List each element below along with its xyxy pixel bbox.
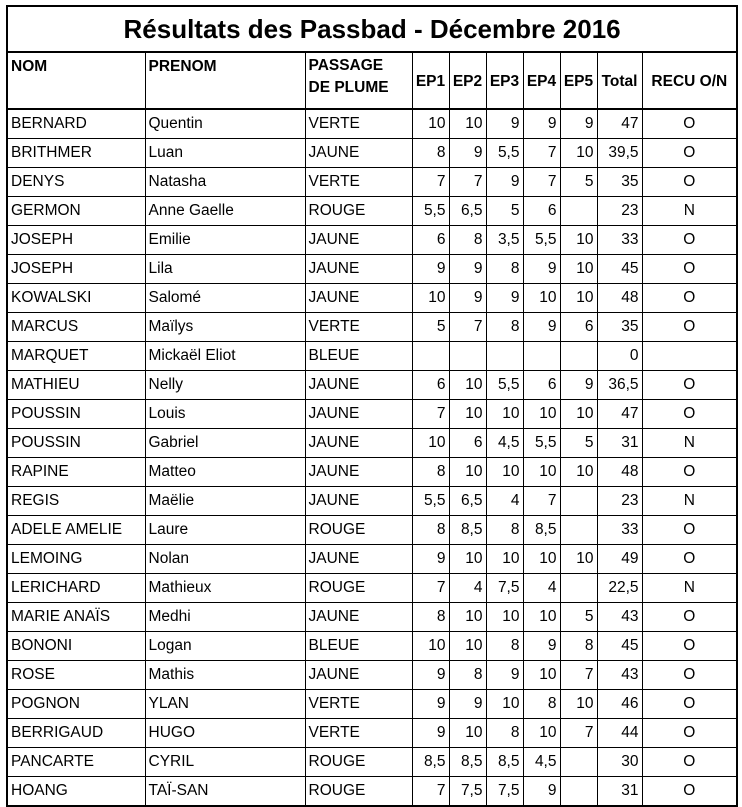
cell-recu: O: [642, 284, 737, 313]
cell-ep1: 6: [412, 371, 449, 400]
cell-nom: GERMON: [7, 197, 145, 226]
cell-nom: ADELE AMELIE: [7, 516, 145, 545]
cell-prenom: Emilie: [145, 226, 305, 255]
cell-plume: VERTE: [305, 313, 412, 342]
cell-prenom: HUGO: [145, 719, 305, 748]
header-passage: [305, 52, 412, 109]
cell-ep3: 8: [486, 632, 523, 661]
cell-prenom: Natasha: [145, 168, 305, 197]
cell-ep3: 4,5: [486, 429, 523, 458]
cell-prenom: Nolan: [145, 545, 305, 574]
cell-ep1: 10: [412, 109, 449, 139]
cell-total: 48: [597, 284, 642, 313]
cell-prenom: Anne Gaelle: [145, 197, 305, 226]
cell-ep3: 10: [486, 400, 523, 429]
cell-plume: JAUNE: [305, 545, 412, 574]
cell-recu: O: [642, 603, 737, 632]
cell-nom: LERICHARD: [7, 574, 145, 603]
cell-ep3: 3,5: [486, 226, 523, 255]
cell-ep5: 9: [560, 109, 597, 139]
cell-plume: ROUGE: [305, 516, 412, 545]
table-row: [7, 342, 737, 371]
cell-ep1: 7: [412, 168, 449, 197]
page-title: Résultats des Passbad - Décembre 2016: [7, 6, 737, 52]
cell-total: 31: [597, 429, 642, 458]
table-row: [7, 226, 737, 255]
cell-ep4: [523, 342, 560, 371]
header-ep5: EP5: [560, 52, 597, 109]
cell-recu: O: [642, 400, 737, 429]
cell-nom: BONONI: [7, 632, 145, 661]
cell-ep2: 7: [449, 313, 486, 342]
cell-ep5: [560, 342, 597, 371]
cell-nom: BERNARD: [7, 109, 145, 139]
cell-ep1: 10: [412, 632, 449, 661]
header-ep3: EP3: [486, 52, 523, 109]
table-row: [7, 632, 737, 661]
cell-recu: N: [642, 487, 737, 516]
cell-plume: JAUNE: [305, 226, 412, 255]
cell-recu: O: [642, 719, 737, 748]
cell-nom: KOWALSKI: [7, 284, 145, 313]
cell-ep5: 10: [560, 139, 597, 168]
cell-plume: JAUNE: [305, 429, 412, 458]
cell-nom: MATHIEU: [7, 371, 145, 400]
table-row: [7, 371, 737, 400]
cell-ep2: 10: [449, 458, 486, 487]
cell-ep4: 6: [523, 197, 560, 226]
cell-ep5: 8: [560, 632, 597, 661]
header-nom: NOM: [7, 52, 145, 109]
table-row: [7, 400, 737, 429]
cell-prenom: Luan: [145, 139, 305, 168]
cell-plume: JAUNE: [305, 255, 412, 284]
cell-prenom: Mathis: [145, 661, 305, 690]
table-row: [7, 429, 737, 458]
cell-ep5: 7: [560, 719, 597, 748]
cell-recu: N: [642, 429, 737, 458]
cell-plume: VERTE: [305, 690, 412, 719]
cell-ep5: 10: [560, 226, 597, 255]
cell-ep5: [560, 748, 597, 777]
cell-ep2: 9: [449, 255, 486, 284]
cell-ep5: 6: [560, 313, 597, 342]
cell-ep2: 10: [449, 109, 486, 139]
cell-plume: JAUNE: [305, 400, 412, 429]
cell-ep3: 8: [486, 255, 523, 284]
cell-ep4: 7: [523, 168, 560, 197]
table-row: [7, 661, 737, 690]
cell-ep2: 7: [449, 168, 486, 197]
table-row: [7, 516, 737, 545]
cell-plume: ROUGE: [305, 574, 412, 603]
cell-nom: HOANG: [7, 777, 145, 807]
cell-plume: JAUNE: [305, 371, 412, 400]
cell-ep5: 10: [560, 284, 597, 313]
cell-ep2: 10: [449, 545, 486, 574]
cell-ep1: 9: [412, 719, 449, 748]
cell-ep3: 7,5: [486, 777, 523, 807]
cell-nom: MARQUET: [7, 342, 145, 371]
cell-prenom: CYRIL: [145, 748, 305, 777]
cell-ep1: 9: [412, 545, 449, 574]
cell-nom: LEMOING: [7, 545, 145, 574]
title-row: [7, 6, 737, 52]
cell-prenom: Laure: [145, 516, 305, 545]
cell-recu: O: [642, 226, 737, 255]
cell-ep4: 10: [523, 458, 560, 487]
cell-recu: O: [642, 255, 737, 284]
cell-ep2: 4: [449, 574, 486, 603]
cell-prenom: Matteo: [145, 458, 305, 487]
cell-total: 48: [597, 458, 642, 487]
table-row: [7, 777, 737, 807]
cell-ep1: 9: [412, 690, 449, 719]
cell-nom: BERRIGAUD: [7, 719, 145, 748]
cell-ep5: 10: [560, 458, 597, 487]
cell-ep4: 4,5: [523, 748, 560, 777]
cell-ep1: 5,5: [412, 197, 449, 226]
cell-ep1: 7: [412, 400, 449, 429]
cell-nom: BRITHMER: [7, 139, 145, 168]
cell-recu: O: [642, 371, 737, 400]
cell-prenom: Medhi: [145, 603, 305, 632]
cell-ep3: [486, 342, 523, 371]
cell-nom: POUSSIN: [7, 429, 145, 458]
cell-nom: JOSEPH: [7, 226, 145, 255]
cell-plume: JAUNE: [305, 139, 412, 168]
cell-nom: REGIS: [7, 487, 145, 516]
cell-ep4: 9: [523, 109, 560, 139]
cell-ep5: 5: [560, 603, 597, 632]
cell-ep4: 6: [523, 371, 560, 400]
cell-ep2: [449, 342, 486, 371]
cell-ep1: 8: [412, 458, 449, 487]
cell-total: 39,5: [597, 139, 642, 168]
cell-ep2: 10: [449, 632, 486, 661]
cell-total: 45: [597, 255, 642, 284]
cell-plume: VERTE: [305, 168, 412, 197]
cell-ep3: 10: [486, 458, 523, 487]
cell-nom: JOSEPH: [7, 255, 145, 284]
cell-ep4: 5,5: [523, 226, 560, 255]
cell-ep4: 9: [523, 255, 560, 284]
cell-ep3: 8,5: [486, 748, 523, 777]
header-row: [7, 52, 737, 109]
header-ep4: EP4: [523, 52, 560, 109]
cell-ep2: 6: [449, 429, 486, 458]
table-row: [7, 574, 737, 603]
cell-ep4: 9: [523, 313, 560, 342]
cell-prenom: Logan: [145, 632, 305, 661]
cell-ep2: 6,5: [449, 487, 486, 516]
table-row: [7, 603, 737, 632]
cell-ep5: [560, 487, 597, 516]
cell-prenom: YLAN: [145, 690, 305, 719]
cell-ep5: 5: [560, 429, 597, 458]
cell-prenom: Maëlie: [145, 487, 305, 516]
header-ep1: EP1: [412, 52, 449, 109]
cell-recu: O: [642, 545, 737, 574]
cell-plume: JAUNE: [305, 661, 412, 690]
cell-ep3: 9: [486, 661, 523, 690]
cell-total: 36,5: [597, 371, 642, 400]
cell-ep4: 7: [523, 487, 560, 516]
cell-ep4: 10: [523, 719, 560, 748]
cell-ep5: 10: [560, 400, 597, 429]
cell-ep4: 5,5: [523, 429, 560, 458]
cell-ep3: 8: [486, 313, 523, 342]
cell-ep1: 8: [412, 139, 449, 168]
table-row: [7, 545, 737, 574]
cell-prenom: Maïlys: [145, 313, 305, 342]
cell-prenom: Nelly: [145, 371, 305, 400]
cell-plume: ROUGE: [305, 777, 412, 807]
cell-total: 22,5: [597, 574, 642, 603]
cell-total: 30: [597, 748, 642, 777]
header-total: Total: [597, 52, 642, 109]
cell-recu: O: [642, 109, 737, 139]
cell-recu: O: [642, 661, 737, 690]
table-row: [7, 690, 737, 719]
cell-ep1: 9: [412, 255, 449, 284]
cell-ep3: 10: [486, 603, 523, 632]
cell-prenom: Lila: [145, 255, 305, 284]
cell-ep2: 10: [449, 371, 486, 400]
table-row: [7, 284, 737, 313]
cell-total: 47: [597, 400, 642, 429]
cell-ep1: 10: [412, 429, 449, 458]
cell-ep5: 5: [560, 168, 597, 197]
cell-total: 45: [597, 632, 642, 661]
cell-ep2: 6,5: [449, 197, 486, 226]
table-row: [7, 458, 737, 487]
cell-ep4: 8: [523, 690, 560, 719]
cell-total: 0: [597, 342, 642, 371]
cell-ep5: [560, 574, 597, 603]
header-recu: RECU O/N: [642, 52, 737, 109]
cell-recu: O: [642, 748, 737, 777]
cell-recu: [642, 342, 737, 371]
cell-total: 44: [597, 719, 642, 748]
cell-ep4: 10: [523, 603, 560, 632]
table-row: [7, 748, 737, 777]
cell-ep2: 7,5: [449, 777, 486, 807]
cell-ep1: [412, 342, 449, 371]
cell-ep5: 10: [560, 255, 597, 284]
cell-plume: VERTE: [305, 719, 412, 748]
cell-ep3: 10: [486, 545, 523, 574]
cell-ep5: [560, 197, 597, 226]
cell-nom: MARCUS: [7, 313, 145, 342]
cell-ep2: 10: [449, 603, 486, 632]
table-row: [7, 487, 737, 516]
cell-ep4: 4: [523, 574, 560, 603]
cell-nom: ROSE: [7, 661, 145, 690]
cell-recu: O: [642, 458, 737, 487]
cell-prenom: Louis: [145, 400, 305, 429]
cell-recu: N: [642, 197, 737, 226]
cell-total: 43: [597, 661, 642, 690]
cell-recu: O: [642, 777, 737, 807]
cell-ep2: 10: [449, 400, 486, 429]
table-row: [7, 313, 737, 342]
cell-ep5: 7: [560, 661, 597, 690]
table-row: [7, 139, 737, 168]
cell-nom: POGNON: [7, 690, 145, 719]
cell-ep4: 10: [523, 661, 560, 690]
cell-total: 31: [597, 777, 642, 807]
cell-ep5: [560, 777, 597, 807]
table-row: [7, 255, 737, 284]
cell-ep3: 5,5: [486, 139, 523, 168]
cell-nom: MARIE ANAÏS: [7, 603, 145, 632]
cell-total: 47: [597, 109, 642, 139]
cell-recu: O: [642, 516, 737, 545]
cell-ep4: 10: [523, 400, 560, 429]
header-ep2: EP2: [449, 52, 486, 109]
cell-total: 23: [597, 197, 642, 226]
cell-total: 43: [597, 603, 642, 632]
cell-ep3: 9: [486, 168, 523, 197]
cell-total: 49: [597, 545, 642, 574]
cell-prenom: Mathieux: [145, 574, 305, 603]
cell-plume: ROUGE: [305, 748, 412, 777]
cell-plume: JAUNE: [305, 458, 412, 487]
cell-plume: VERTE: [305, 109, 412, 139]
cell-ep4: 10: [523, 545, 560, 574]
cell-prenom: Salomé: [145, 284, 305, 313]
cell-ep2: 8: [449, 226, 486, 255]
cell-recu: O: [642, 139, 737, 168]
cell-ep2: 8: [449, 661, 486, 690]
cell-prenom: Gabriel: [145, 429, 305, 458]
cell-ep1: 8: [412, 516, 449, 545]
cell-plume: ROUGE: [305, 197, 412, 226]
cell-ep1: 6: [412, 226, 449, 255]
cell-ep4: 9: [523, 632, 560, 661]
cell-ep4: 7: [523, 139, 560, 168]
cell-ep3: 8: [486, 719, 523, 748]
table-row: [7, 719, 737, 748]
cell-recu: O: [642, 168, 737, 197]
results-sheet: [6, 5, 736, 807]
cell-ep2: 9: [449, 284, 486, 313]
cell-nom: RAPINE: [7, 458, 145, 487]
cell-plume: JAUNE: [305, 603, 412, 632]
cell-ep2: 8,5: [449, 748, 486, 777]
cell-ep1: 9: [412, 661, 449, 690]
header-passage-label: PASSAGE DE PLUME: [308, 57, 389, 96]
cell-ep3: 5: [486, 197, 523, 226]
cell-ep2: 8,5: [449, 516, 486, 545]
cell-total: 35: [597, 313, 642, 342]
table-row: [7, 168, 737, 197]
cell-ep1: 10: [412, 284, 449, 313]
cell-ep3: 7,5: [486, 574, 523, 603]
cell-plume: BLEUE: [305, 632, 412, 661]
cell-ep2: 10: [449, 719, 486, 748]
results-body: [7, 109, 737, 806]
cell-ep5: 9: [560, 371, 597, 400]
cell-ep1: 8: [412, 603, 449, 632]
cell-ep5: [560, 516, 597, 545]
cell-plume: JAUNE: [305, 284, 412, 313]
cell-ep3: 10: [486, 690, 523, 719]
cell-ep3: 8: [486, 516, 523, 545]
cell-ep4: 10: [523, 284, 560, 313]
cell-total: 23: [597, 487, 642, 516]
cell-ep4: 9: [523, 777, 560, 807]
cell-total: 33: [597, 516, 642, 545]
cell-ep5: 10: [560, 545, 597, 574]
cell-recu: N: [642, 574, 737, 603]
cell-prenom: Quentin: [145, 109, 305, 139]
cell-ep3: 9: [486, 109, 523, 139]
cell-recu: O: [642, 690, 737, 719]
cell-ep5: 10: [560, 690, 597, 719]
cell-ep3: 4: [486, 487, 523, 516]
cell-ep3: 9: [486, 284, 523, 313]
cell-total: 33: [597, 226, 642, 255]
cell-ep2: 9: [449, 139, 486, 168]
cell-ep1: 5,5: [412, 487, 449, 516]
cell-ep1: 7: [412, 574, 449, 603]
cell-plume: BLEUE: [305, 342, 412, 371]
cell-recu: O: [642, 632, 737, 661]
results-table: [6, 5, 738, 807]
cell-prenom: Mickaël Eliot: [145, 342, 305, 371]
cell-nom: DENYS: [7, 168, 145, 197]
cell-nom: POUSSIN: [7, 400, 145, 429]
cell-ep1: 8,5: [412, 748, 449, 777]
cell-recu: O: [642, 313, 737, 342]
cell-ep3: 5,5: [486, 371, 523, 400]
cell-ep4: 8,5: [523, 516, 560, 545]
table-row: [7, 197, 737, 226]
cell-total: 35: [597, 168, 642, 197]
cell-ep2: 9: [449, 690, 486, 719]
header-prenom: PRENOM: [145, 52, 305, 109]
cell-ep1: 7: [412, 777, 449, 807]
cell-nom: PANCARTE: [7, 748, 145, 777]
cell-ep1: 5: [412, 313, 449, 342]
cell-prenom: TAÏ-SAN: [145, 777, 305, 807]
table-row: [7, 109, 737, 139]
cell-total: 46: [597, 690, 642, 719]
cell-plume: JAUNE: [305, 487, 412, 516]
